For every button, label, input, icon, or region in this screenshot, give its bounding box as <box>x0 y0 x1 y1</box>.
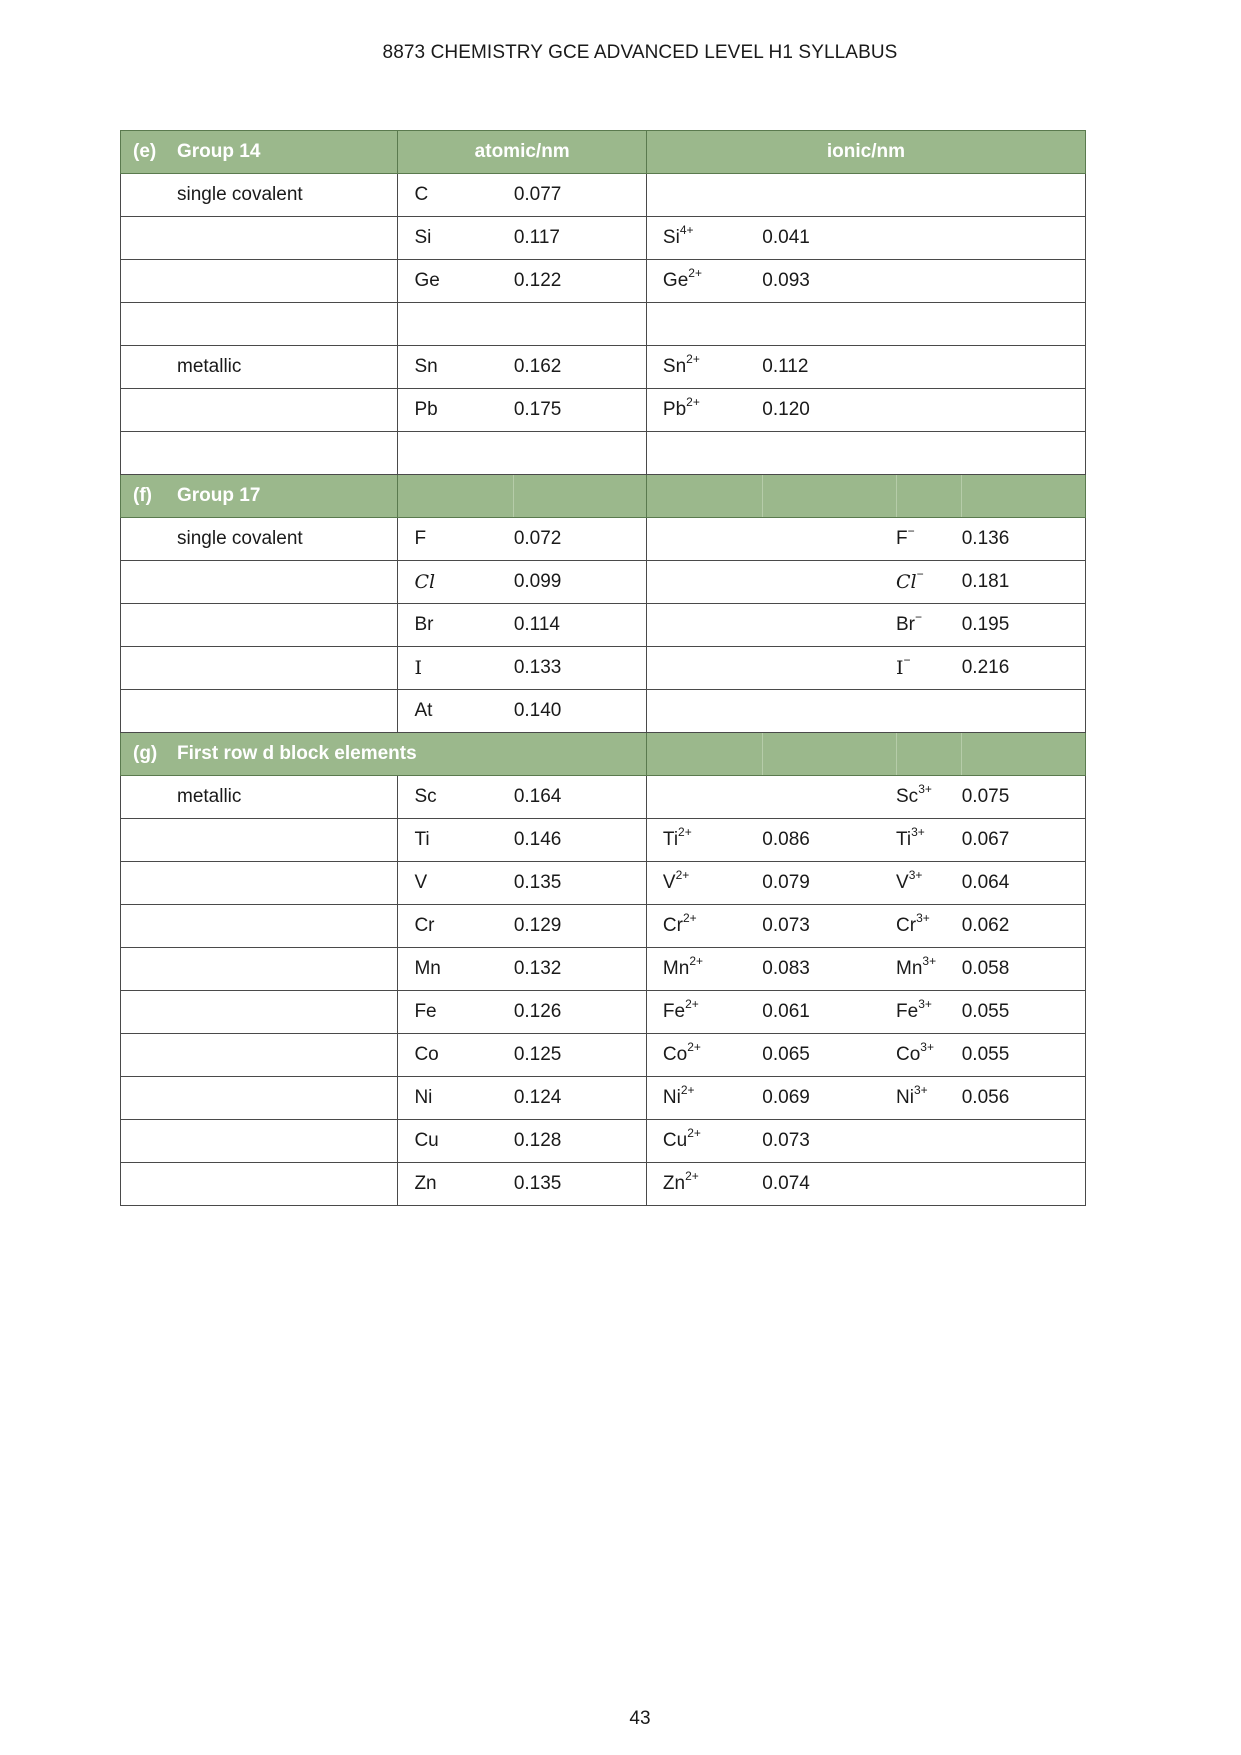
table-row <box>121 1034 1086 1077</box>
table-row-empty <box>121 432 1086 475</box>
element: Ni <box>398 1077 514 1120</box>
ionic-radius-2plus: 0.073 <box>762 905 896 948</box>
ionic-radius: 0.195 <box>962 604 1086 647</box>
column-header-ionic: ionic/nm <box>646 131 1085 174</box>
table-row <box>121 991 1086 1034</box>
atomic-radius: 0.135 <box>514 862 647 905</box>
ion-2plus: $Cr^{2+}$ <box>646 905 762 948</box>
section-tag: (g) <box>133 743 158 764</box>
section-tag: (f) <box>133 485 152 506</box>
table-row-empty <box>121 303 1086 346</box>
ion: $Pb^{2+}$ <box>646 389 762 432</box>
atomic-radius: 0.124 <box>514 1077 647 1120</box>
element: Sn <box>398 346 514 389</box>
table-row <box>121 260 1086 303</box>
ion-3plus: $V^{3+}$ <box>896 862 962 905</box>
page-number: 43 <box>629 1708 651 1729</box>
ionic-radius-2plus: 0.079 <box>762 862 896 905</box>
atomic-radius: 0.135 <box>514 1163 647 1206</box>
ionic-radius: 0.112 <box>762 346 896 389</box>
ionic-radius-3plus: 0.064 <box>962 862 1086 905</box>
ionic-radius-3plus: 0.058 <box>962 948 1086 991</box>
ion-3plus: $Mn^{3+}$ <box>896 948 962 991</box>
ion: $Si^{4+}$ <box>646 217 762 260</box>
column-header-atomic: atomic/nm <box>398 131 646 174</box>
section-title: Group 14 <box>177 141 261 162</box>
element: C <box>398 174 514 217</box>
element: Pb <box>398 389 514 432</box>
section-header-group-14 <box>121 131 1086 174</box>
table-row <box>121 389 1086 432</box>
table-row <box>121 905 1086 948</box>
atomic-radius: 0.140 <box>514 690 647 733</box>
atomic-radius: 0.133 <box>514 647 647 690</box>
element: V <box>398 862 514 905</box>
element: F <box>398 518 514 561</box>
atomic-radius: 0.164 <box>514 776 647 819</box>
table-row <box>121 604 1086 647</box>
element: Ge <box>398 260 514 303</box>
element: Mn <box>398 948 514 991</box>
ion-3plus: $Sc^{3+}$ <box>896 776 962 819</box>
ion: $Ge^{2+}$ <box>646 260 762 303</box>
table-row <box>121 1077 1086 1120</box>
bond-type: single covalent <box>121 174 398 217</box>
radii-table <box>120 130 1086 1206</box>
ion-3plus: $Cr^{3+}$ <box>896 905 962 948</box>
bond-type: metallic <box>121 776 398 819</box>
table-row <box>121 561 1086 604</box>
element: Cu <box>398 1120 514 1163</box>
table-row <box>121 776 1086 819</box>
atomic-radius: 0.099 <box>514 561 647 604</box>
atomic-radius: 0.125 <box>514 1034 647 1077</box>
section-tag: (e) <box>133 141 157 162</box>
ionic-radius-3plus: 0.056 <box>962 1077 1086 1120</box>
ionic-radius: 0.216 <box>962 647 1086 690</box>
ion-2plus: $Cu^{2+}$ <box>646 1120 762 1163</box>
atomic-radius: 0.146 <box>514 819 647 862</box>
ionic-radius: 0.181 <box>962 561 1086 604</box>
ionic-radius-3plus: 0.075 <box>962 776 1086 819</box>
ion-2plus: $Mn^{2+}$ <box>646 948 762 991</box>
ion: F− <box>896 518 962 561</box>
ion-2plus: $Ti^{2+}$ <box>646 819 762 862</box>
ion: I− <box>896 647 962 690</box>
element: Cl <box>398 561 514 604</box>
section-header-d-block <box>121 733 1086 776</box>
atomic-radius: 0.117 <box>514 217 647 260</box>
atomic-radius: 0.072 <box>514 518 647 561</box>
ion: $Sn^{2+}$ <box>646 346 762 389</box>
table-row <box>121 862 1086 905</box>
ion-2plus: $Ni^{2+}$ <box>646 1077 762 1120</box>
ionic-radius-2plus: 0.061 <box>762 991 896 1034</box>
table-row <box>121 518 1086 561</box>
table-row <box>121 647 1086 690</box>
ionic-radius-2plus: 0.065 <box>762 1034 896 1077</box>
element: At <box>398 690 514 733</box>
ionic-radius-2plus: 0.086 <box>762 819 896 862</box>
ionic-radius-2plus: 0.083 <box>762 948 896 991</box>
element: Si <box>398 217 514 260</box>
atomic-radius: 0.122 <box>514 260 647 303</box>
atomic-radius: 0.077 <box>514 174 647 217</box>
element: Ti <box>398 819 514 862</box>
ionic-radius: 0.120 <box>762 389 896 432</box>
table-row <box>121 346 1086 389</box>
table-row <box>121 174 1086 217</box>
atomic-radius: 0.114 <box>514 604 647 647</box>
atomic-radius: 0.128 <box>514 1120 647 1163</box>
element: Zn <box>398 1163 514 1206</box>
ion-2plus: $Fe^{2+}$ <box>646 991 762 1034</box>
table-row <box>121 690 1086 733</box>
element: I <box>398 647 514 690</box>
section-header-group-17 <box>121 475 1086 518</box>
ion-2plus: $Zn^{2+}$ <box>646 1163 762 1206</box>
table-row <box>121 1163 1086 1206</box>
atomic-radius: 0.129 <box>514 905 647 948</box>
element: Cr <box>398 905 514 948</box>
atomic-radius: 0.175 <box>514 389 647 432</box>
bond-type: metallic <box>121 346 398 389</box>
page-header: 8873 CHEMISTRY GCE ADVANCED LEVEL H1 SYLLABUS <box>382 42 898 63</box>
ion: Br− <box>896 604 962 647</box>
ionic-radius-3plus: 0.055 <box>962 991 1086 1034</box>
section-title: First row d block elements <box>177 743 417 764</box>
atomic-radius: 0.132 <box>514 948 647 991</box>
table-row <box>121 1120 1086 1163</box>
element: Br <box>398 604 514 647</box>
ion-3plus: $Co^{3+}$ <box>896 1034 962 1077</box>
ionic-radius: 0.136 <box>962 518 1086 561</box>
ionic-radius: 0.041 <box>762 217 896 260</box>
ionic-radius-3plus: 0.067 <box>962 819 1086 862</box>
element: Fe <box>398 991 514 1034</box>
ionic-radius-2plus: 0.074 <box>762 1163 896 1206</box>
section-title: Group 17 <box>177 485 261 506</box>
element: Co <box>398 1034 514 1077</box>
table-row <box>121 217 1086 260</box>
table-row <box>121 819 1086 862</box>
ion-2plus: $V^{2+}$ <box>646 862 762 905</box>
ion: Cl− <box>896 561 962 604</box>
element: Sc <box>398 776 514 819</box>
ion-3plus: $Ni^{3+}$ <box>896 1077 962 1120</box>
ion-2plus: $Co^{2+}$ <box>646 1034 762 1077</box>
atomic-radius: 0.162 <box>514 346 647 389</box>
ion-3plus: $Ti^{3+}$ <box>896 819 962 862</box>
ion-3plus: $Fe^{3+}$ <box>896 991 962 1034</box>
ionic-radius: 0.093 <box>762 260 896 303</box>
atomic-radius: 0.126 <box>514 991 647 1034</box>
ionic-radius-3plus: 0.055 <box>962 1034 1086 1077</box>
ionic-radius-3plus: 0.062 <box>962 905 1086 948</box>
ionic-radius-2plus: 0.069 <box>762 1077 896 1120</box>
ionic-radius-2plus: 0.073 <box>762 1120 896 1163</box>
table-row <box>121 948 1086 991</box>
bond-type: single covalent <box>121 518 398 561</box>
